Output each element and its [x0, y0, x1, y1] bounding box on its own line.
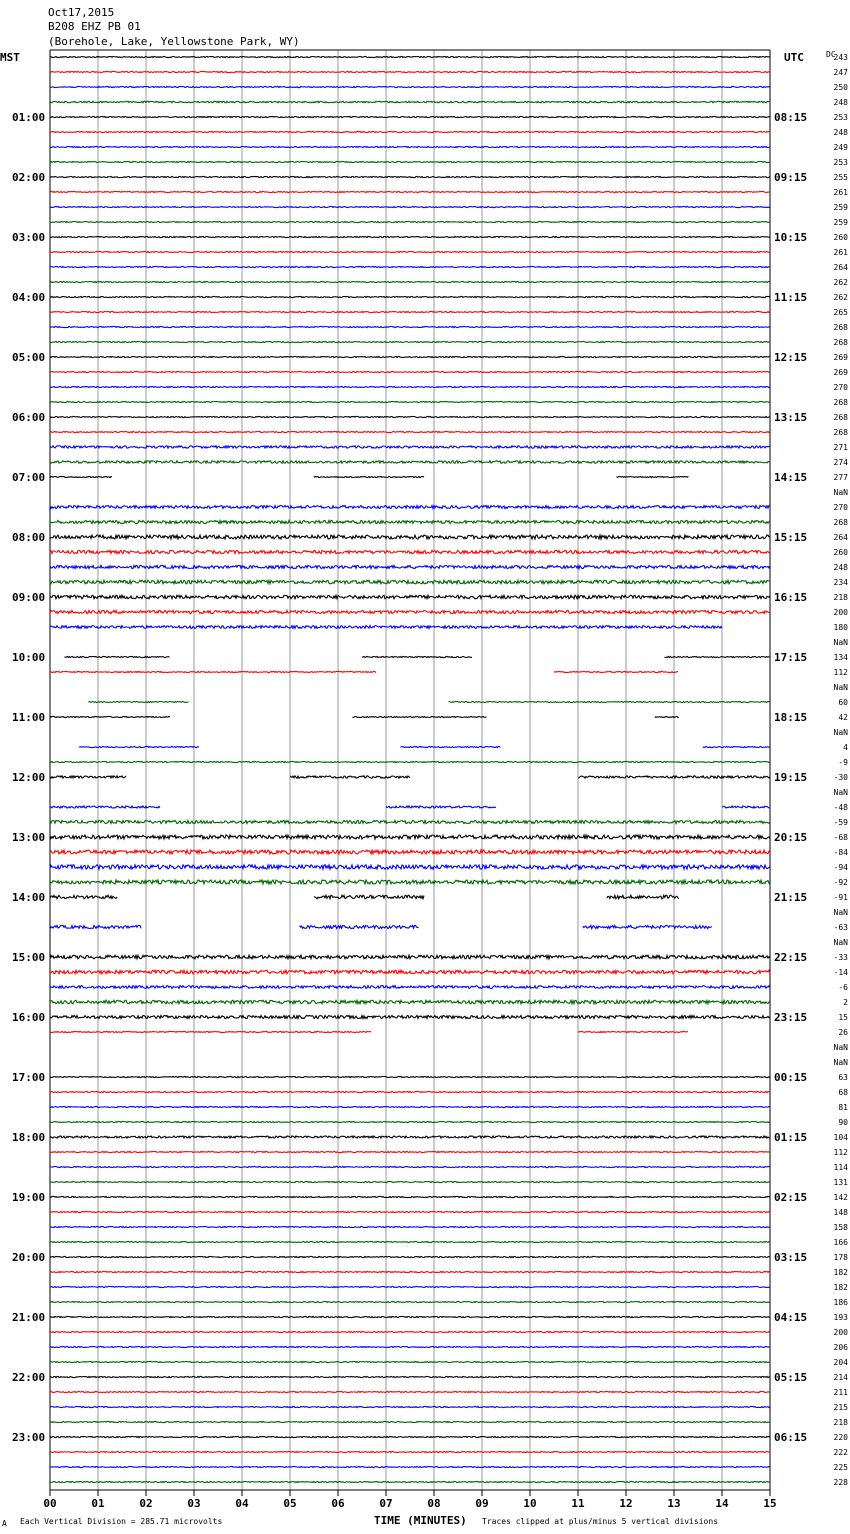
x-tick-label: 13	[667, 1497, 681, 1510]
dc-value-label: 26	[838, 1028, 848, 1037]
trace-line	[88, 701, 188, 702]
trace-line	[607, 895, 679, 899]
dc-value-label: 42	[838, 713, 848, 722]
trace-line	[50, 1166, 770, 1167]
trace-line	[50, 565, 770, 568]
dc-value-label: 186	[833, 1298, 848, 1307]
x-tick-label: 06	[331, 1497, 345, 1510]
trace-line	[50, 311, 770, 312]
x-axis-label: TIME (MINUTES)	[374, 1514, 467, 1527]
hour-label-left: 08:00	[12, 531, 46, 544]
dc-value-label: NaN	[833, 728, 848, 737]
dc-value-label: 206	[833, 1343, 848, 1352]
x-tick-label: 07	[379, 1497, 393, 1510]
x-tick-label: 09	[475, 1497, 489, 1510]
dc-value-label: 243	[833, 53, 848, 62]
trace-line	[50, 281, 770, 282]
hour-label-right: 15:15	[774, 531, 808, 544]
dc-value-label: 255	[833, 173, 848, 182]
dc-value-label: 193	[833, 1313, 848, 1322]
x-tick-label: 11	[571, 1497, 585, 1510]
hour-label-left: 07:00	[12, 471, 46, 484]
dc-value-label: 268	[833, 518, 848, 527]
dc-value-label: 253	[833, 158, 848, 167]
dc-value-label: -91	[833, 893, 848, 902]
dc-value-label: -59	[833, 818, 848, 827]
trace-line	[50, 1226, 770, 1227]
hour-label-right: 19:15	[774, 771, 808, 784]
dc-value-label: 248	[833, 128, 848, 137]
x-tick-label: 08	[427, 1497, 441, 1510]
trace-line	[50, 206, 770, 207]
trace-line	[50, 1481, 770, 1482]
hour-label-right: 03:15	[774, 1251, 808, 1264]
trace-line	[362, 656, 472, 657]
trace-line	[50, 476, 112, 477]
dc-value-label: 90	[838, 1118, 848, 1127]
trace-line	[50, 716, 170, 717]
dc-value-label: 15	[838, 1013, 848, 1022]
hour-label-left: 23:00	[12, 1431, 46, 1444]
dc-value-label: 114	[833, 1163, 848, 1172]
dc-value-label: 270	[833, 503, 848, 512]
dc-header: DC	[826, 50, 836, 59]
hour-label-left: 18:00	[12, 1131, 46, 1144]
dc-value-label: NaN	[833, 683, 848, 692]
hour-label-right: 01:15	[774, 1131, 808, 1144]
trace-line	[50, 1241, 770, 1242]
trace-line	[50, 761, 770, 762]
dc-value-label: 250	[833, 83, 848, 92]
trace-line	[50, 1301, 770, 1302]
header-location: (Borehole, Lake, Yellowstone Park, WY)	[48, 35, 300, 48]
trace-line	[50, 1316, 770, 1317]
hour-label-left: 10:00	[12, 651, 46, 664]
trace-line	[50, 86, 770, 87]
trace-line	[50, 1076, 770, 1077]
dc-value-label: -92	[833, 878, 848, 887]
hour-label-right: 14:15	[774, 471, 808, 484]
trace-line	[50, 161, 770, 162]
dc-value-label: 218	[833, 1418, 848, 1427]
dc-value-label: 220	[833, 1433, 848, 1442]
x-tick-label: 05	[283, 1497, 297, 1510]
trace-line	[703, 746, 770, 747]
dc-value-label: 182	[833, 1283, 848, 1292]
trace-line	[50, 1181, 770, 1182]
hour-label-right: 04:15	[774, 1311, 808, 1324]
trace-line	[50, 71, 770, 72]
trace-line	[50, 865, 770, 869]
hour-label-left: 11:00	[12, 711, 46, 724]
dc-value-label: 265	[833, 308, 848, 317]
trace-line	[50, 806, 160, 808]
dc-value-label: 269	[833, 353, 848, 362]
trace-line	[448, 701, 769, 702]
hour-label-right: 20:15	[774, 831, 808, 844]
dc-value-label: NaN	[833, 938, 848, 947]
hour-label-left: 21:00	[12, 1311, 46, 1324]
dc-value-label: -48	[833, 803, 848, 812]
dc-value-label: 178	[833, 1253, 848, 1262]
dc-value-label: 134	[833, 653, 848, 662]
dc-value-label: NaN	[833, 908, 848, 917]
trace-line	[50, 1106, 770, 1107]
trace-line	[655, 716, 679, 717]
dc-value-label: -94	[833, 863, 848, 872]
trace-line	[50, 191, 770, 192]
dc-value-label: 249	[833, 143, 848, 152]
trace-line	[50, 1256, 770, 1257]
trace-line	[50, 986, 770, 989]
trace-line	[50, 431, 770, 432]
dc-value-label: 225	[833, 1463, 848, 1472]
dc-value-label: 248	[833, 98, 848, 107]
dc-value-label: 180	[833, 623, 848, 632]
hour-label-left: 17:00	[12, 1071, 46, 1084]
dc-value-label: 260	[833, 548, 848, 557]
trace-line	[50, 1391, 770, 1392]
trace-line	[50, 1196, 770, 1197]
dc-value-label: NaN	[833, 488, 848, 497]
hour-label-right: 23:15	[774, 1011, 808, 1024]
dc-value-label: 269	[833, 368, 848, 377]
trace-line	[583, 925, 712, 928]
trace-line	[50, 925, 141, 928]
axis-labels	[12, 53, 848, 1510]
dc-value-label: 63	[838, 1073, 848, 1082]
left-timezone-label: MST	[0, 51, 20, 64]
hour-label-right: 00:15	[774, 1071, 808, 1084]
hour-label-right: 11:15	[774, 291, 808, 304]
header-date: Oct17,2015	[48, 6, 115, 19]
trace-line	[50, 1421, 770, 1422]
trace-line	[50, 236, 770, 237]
dc-value-label: 112	[833, 1148, 848, 1157]
trace-line	[64, 656, 169, 657]
trace-line	[50, 1151, 770, 1152]
hour-label-left: 05:00	[12, 351, 46, 364]
trace-line	[50, 1451, 770, 1452]
trace-line	[50, 520, 770, 523]
hour-label-right: 18:15	[774, 711, 808, 724]
trace-line	[400, 746, 500, 747]
trace-line	[50, 176, 770, 177]
seismic-traces	[50, 56, 770, 1482]
dc-value-label: 131	[833, 1178, 848, 1187]
dc-value-label: 260	[833, 233, 848, 242]
trace-line	[50, 1031, 371, 1032]
trace-line	[50, 131, 770, 132]
dc-value-label: 259	[833, 203, 848, 212]
dc-value-label: 248	[833, 563, 848, 572]
trace-line	[314, 895, 424, 899]
x-tick-label: 15	[763, 1497, 777, 1510]
trace-line	[722, 806, 770, 808]
trace-line	[50, 1331, 770, 1332]
trace-line	[50, 356, 770, 357]
trace-line	[50, 1271, 770, 1272]
dc-value-label: 259	[833, 218, 848, 227]
hour-label-right: 17:15	[774, 651, 808, 664]
header-station: B208 EHZ PB 01	[48, 20, 141, 33]
trace-line	[50, 101, 770, 103]
trace-line	[554, 671, 678, 672]
dc-value-label: 274	[833, 458, 848, 467]
hour-label-left: 01:00	[12, 111, 46, 124]
hour-label-right: 02:15	[774, 1191, 808, 1204]
dc-value-label: NaN	[833, 1058, 848, 1067]
x-tick-label: 12	[619, 1497, 633, 1510]
hour-label-left: 02:00	[12, 171, 46, 184]
dc-value-label: 200	[833, 1328, 848, 1337]
hour-label-right: 09:15	[774, 171, 808, 184]
trace-line	[50, 461, 770, 464]
dc-value-label: 81	[838, 1103, 848, 1112]
trace-line	[50, 386, 770, 387]
hour-label-right: 12:15	[774, 351, 808, 364]
trace-line	[50, 835, 770, 839]
dc-value-label: -9	[838, 758, 848, 767]
trace-line	[50, 341, 770, 342]
dc-value-label: 222	[833, 1448, 848, 1457]
dc-value-label: 142	[833, 1193, 848, 1202]
dc-value-label: NaN	[833, 638, 848, 647]
trace-line	[616, 476, 688, 477]
trace-line	[50, 1091, 770, 1092]
trace-line	[50, 610, 770, 613]
dc-value-label: 234	[833, 578, 848, 587]
hour-label-right: 16:15	[774, 591, 808, 604]
hour-label-right: 08:15	[774, 111, 808, 124]
dc-value-label: 277	[833, 473, 848, 482]
trace-line	[50, 535, 770, 539]
trace-line	[50, 970, 770, 974]
dc-value-label: -84	[833, 848, 848, 857]
hour-label-left: 20:00	[12, 1251, 46, 1264]
hour-label-left: 19:00	[12, 1191, 46, 1204]
trace-line	[50, 251, 770, 252]
hour-label-left: 13:00	[12, 831, 46, 844]
trace-line	[50, 895, 117, 898]
right-timezone-label: UTC	[784, 51, 804, 64]
trace-line	[79, 746, 199, 747]
x-tick-label: 03	[187, 1497, 201, 1510]
dc-value-label: 200	[833, 608, 848, 617]
trace-line	[50, 416, 770, 417]
trace-line	[578, 1031, 688, 1032]
dc-value-label: 268	[833, 428, 848, 437]
trace-line	[50, 550, 770, 553]
hour-label-left: 12:00	[12, 771, 46, 784]
x-tick-label: 14	[715, 1497, 729, 1510]
hour-label-right: 06:15	[774, 1431, 808, 1444]
x-tick-label: 02	[139, 1497, 153, 1510]
hour-label-left: 03:00	[12, 231, 46, 244]
trace-line	[50, 296, 770, 297]
trace-line	[50, 1121, 770, 1122]
hour-label-right: 10:15	[774, 231, 808, 244]
trace-line	[50, 955, 770, 959]
trace-line	[664, 656, 769, 657]
footer-scale-note: Each Vertical Division = 285.71 microvolts	[20, 1517, 223, 1526]
dc-value-label: 158	[833, 1223, 848, 1232]
trace-line	[50, 1015, 770, 1018]
dc-value-label: NaN	[833, 1043, 848, 1052]
hour-label-left: 04:00	[12, 291, 46, 304]
hour-label-left: 06:00	[12, 411, 46, 424]
trace-line	[50, 506, 770, 509]
dc-value-label: 218	[833, 593, 848, 602]
trace-line	[50, 221, 770, 222]
trace-line	[50, 671, 376, 672]
dc-value-label: 268	[833, 398, 848, 407]
footer-left-mark: A	[2, 1519, 7, 1528]
footer-clip-note: Traces clipped at plus/minus 5 vertical divisions	[482, 1517, 719, 1526]
trace-line	[50, 116, 770, 117]
dc-value-label: 166	[833, 1238, 848, 1247]
dc-value-label: NaN	[833, 788, 848, 797]
dc-value-label: 268	[833, 323, 848, 332]
dc-value-label: 270	[833, 383, 848, 392]
hour-label-right: 21:15	[774, 891, 808, 904]
trace-line	[50, 326, 770, 327]
trace-line	[50, 880, 770, 884]
dc-value-label: 264	[833, 263, 848, 272]
trace-line	[352, 716, 486, 717]
trace-line	[50, 1376, 770, 1377]
hour-label-left: 16:00	[12, 1011, 46, 1024]
trace-line	[50, 1136, 770, 1138]
hour-label-right: 13:15	[774, 411, 808, 424]
hour-label-left: 09:00	[12, 591, 46, 604]
trace-line	[50, 776, 126, 778]
x-tick-label: 10	[523, 1497, 537, 1510]
trace-line	[50, 820, 770, 823]
dc-value-label: 182	[833, 1268, 848, 1277]
trace-line	[314, 476, 424, 477]
trace-line	[50, 1211, 770, 1212]
trace-line	[50, 1361, 770, 1362]
hour-label-right: 22:15	[774, 951, 808, 964]
trace-line	[290, 776, 410, 778]
x-tick-label: 04	[235, 1497, 249, 1510]
dc-value-label: 104	[833, 1133, 848, 1142]
dc-value-label: 271	[833, 443, 848, 452]
dc-value-label: 228	[833, 1478, 848, 1487]
dc-value-label: -30	[833, 773, 848, 782]
x-tick-label: 00	[43, 1497, 57, 1510]
dc-value-label: -68	[833, 833, 848, 842]
dc-value-label: 247	[833, 68, 848, 77]
trace-line	[50, 1000, 770, 1004]
dc-value-label: 4	[843, 743, 848, 752]
trace-line	[50, 595, 770, 599]
hour-label-left: 15:00	[12, 951, 46, 964]
trace-line	[50, 1286, 770, 1287]
trace-line	[300, 925, 419, 928]
dc-value-label: 204	[833, 1358, 848, 1367]
dc-value-label: 215	[833, 1403, 848, 1412]
trace-line	[50, 401, 770, 402]
dc-value-label: 262	[833, 278, 848, 287]
dc-value-label: 112	[833, 668, 848, 677]
trace-line	[50, 446, 770, 448]
trace-line	[50, 371, 770, 372]
dc-value-label: 268	[833, 338, 848, 347]
trace-line	[386, 806, 496, 808]
dc-value-label: 261	[833, 188, 848, 197]
dc-value-label: -14	[833, 968, 848, 977]
trace-line	[50, 146, 770, 147]
hour-label-left: 14:00	[12, 891, 46, 904]
dc-value-label: -6	[838, 983, 848, 992]
hour-label-right: 05:15	[774, 1371, 808, 1384]
dc-value-label: -63	[833, 923, 848, 932]
trace-line	[50, 56, 770, 57]
trace-line	[50, 266, 770, 267]
dc-value-label: 214	[833, 1373, 848, 1382]
dc-value-label: 261	[833, 248, 848, 257]
trace-line	[50, 1346, 770, 1347]
dc-value-label: 148	[833, 1208, 848, 1217]
dc-value-label: 2	[843, 998, 848, 1007]
trace-line	[50, 850, 770, 854]
trace-line	[50, 580, 770, 584]
trace-line	[50, 1466, 770, 1467]
dc-value-label: 60	[838, 698, 848, 707]
dc-value-label: 253	[833, 113, 848, 122]
trace-line	[50, 1406, 770, 1407]
dc-value-label: 268	[833, 413, 848, 422]
trace-line	[50, 1436, 770, 1437]
dc-value-label: 68	[838, 1088, 848, 1097]
dc-value-label: 264	[833, 533, 848, 542]
x-tick-label: 01	[91, 1497, 105, 1510]
dc-value-label: 262	[833, 293, 848, 302]
dc-value-label: -33	[833, 953, 848, 962]
dc-value-label: 211	[833, 1388, 848, 1397]
hour-label-left: 22:00	[12, 1371, 46, 1384]
